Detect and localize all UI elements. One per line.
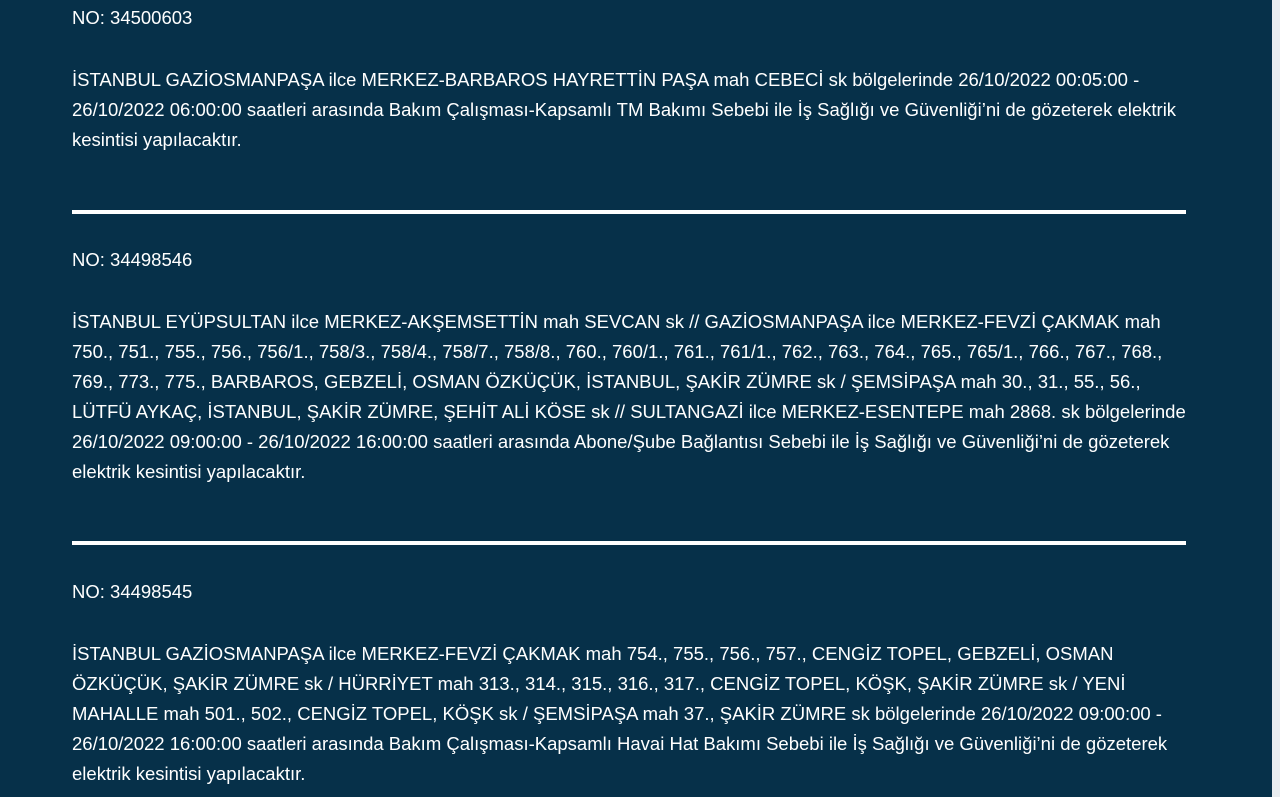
notice-description: İSTANBUL EYÜPSULTAN ilce MERKEZ-AKŞEMSETTİN mah SEVCAN sk // GAZİOSMANPAŞA ilce MERKEZ-FEVZİ ÇAKMAK mah 750., 751., 755., 756., 756/1., 758/3., 758/4., 758/7., 758/8., 760., 760/1., 761., 761/1., 762., 763., 764., 765., 765/1., 766., 767., 768., 769., 773., 775., BARBAROS, GEBZELİ, OSMAN ÖZKÜÇÜK, İSTANBUL, ŞAKİR ZÜMRE sk / ŞEMSİPAŞA mah 30., 31., 55., 56., LÜTFÜ AYKAÇ, İSTANBUL, ŞAKİR ZÜMRE, ŞEHİT ALİ KÖSE sk // SULTANGAZİ ilce MERKEZ-ESENTEPE mah 2868. sk bölgelerinde 26/10/2022 09:00:00 - 26/10/2022 16:00:00 saatleri arasında Abone/Şube Bağlantısı Sebebi ile İş Sağlığı ve Güvenliği’ni de gözeterek elektrik kesintisi yapılacaktır. [72,311,1186,482]
notice-divider [72,210,1186,214]
outage-notice [72,245,1186,487]
notice-description: İSTANBUL GAZİOSMANPAŞA ilce MERKEZ-FEVZİ ÇAKMAK mah 754., 755., 756., 757., CENGİZ TOPEL, GEBZELİ, OSMAN ÖZKÜÇÜK, ŞAKİR ZÜMRE sk / HÜRRİYET mah 313., 314., 315., 316., 317., CENGİZ TOPEL, KÖŞK, ŞAKİR ZÜMRE sk / YENİ MAHALLE mah 501., 502., CENGİZ TOPEL, KÖŞK sk / ŞEMSİPAŞA mah 37., ŞAKİR ZÜMRE sk bölgelerinde 26/10/2022 09:00:00 - 26/10/2022 16:00:00 saatleri arasında Bakım Çalışması-Kapsamlı Havai Hat Bakımı Sebebi ile İş Sağlığı ve Güvenliği’ni de gözeterek elektrik kesintisi yapılacaktır. [72,643,1168,784]
notice-number: NO: 34500603 [72,7,193,28]
notice-number: NO: 34498546 [72,249,193,270]
notice-description: İSTANBUL GAZİOSMANPAŞA ilce MERKEZ-BARBAROS HAYRETTİN PAŞA mah CEBECİ sk bölgelerinde 26/10/2022 00:05:00 - 26/10/2022 06:00:00 saatleri arasında Bakım Çalışması-Kapsamlı TM Bakımı Sebebi ile İş Sağlığı ve Güvenliği’ni de gözeterek elektrik kesintisi yapılacaktır. [72,69,1177,150]
scrollbar-track[interactable] [1272,0,1280,797]
notice-divider [72,541,1186,545]
outage-notice [72,3,1186,155]
outage-notice [72,577,1186,789]
notice-number: NO: 34498545 [72,581,193,602]
